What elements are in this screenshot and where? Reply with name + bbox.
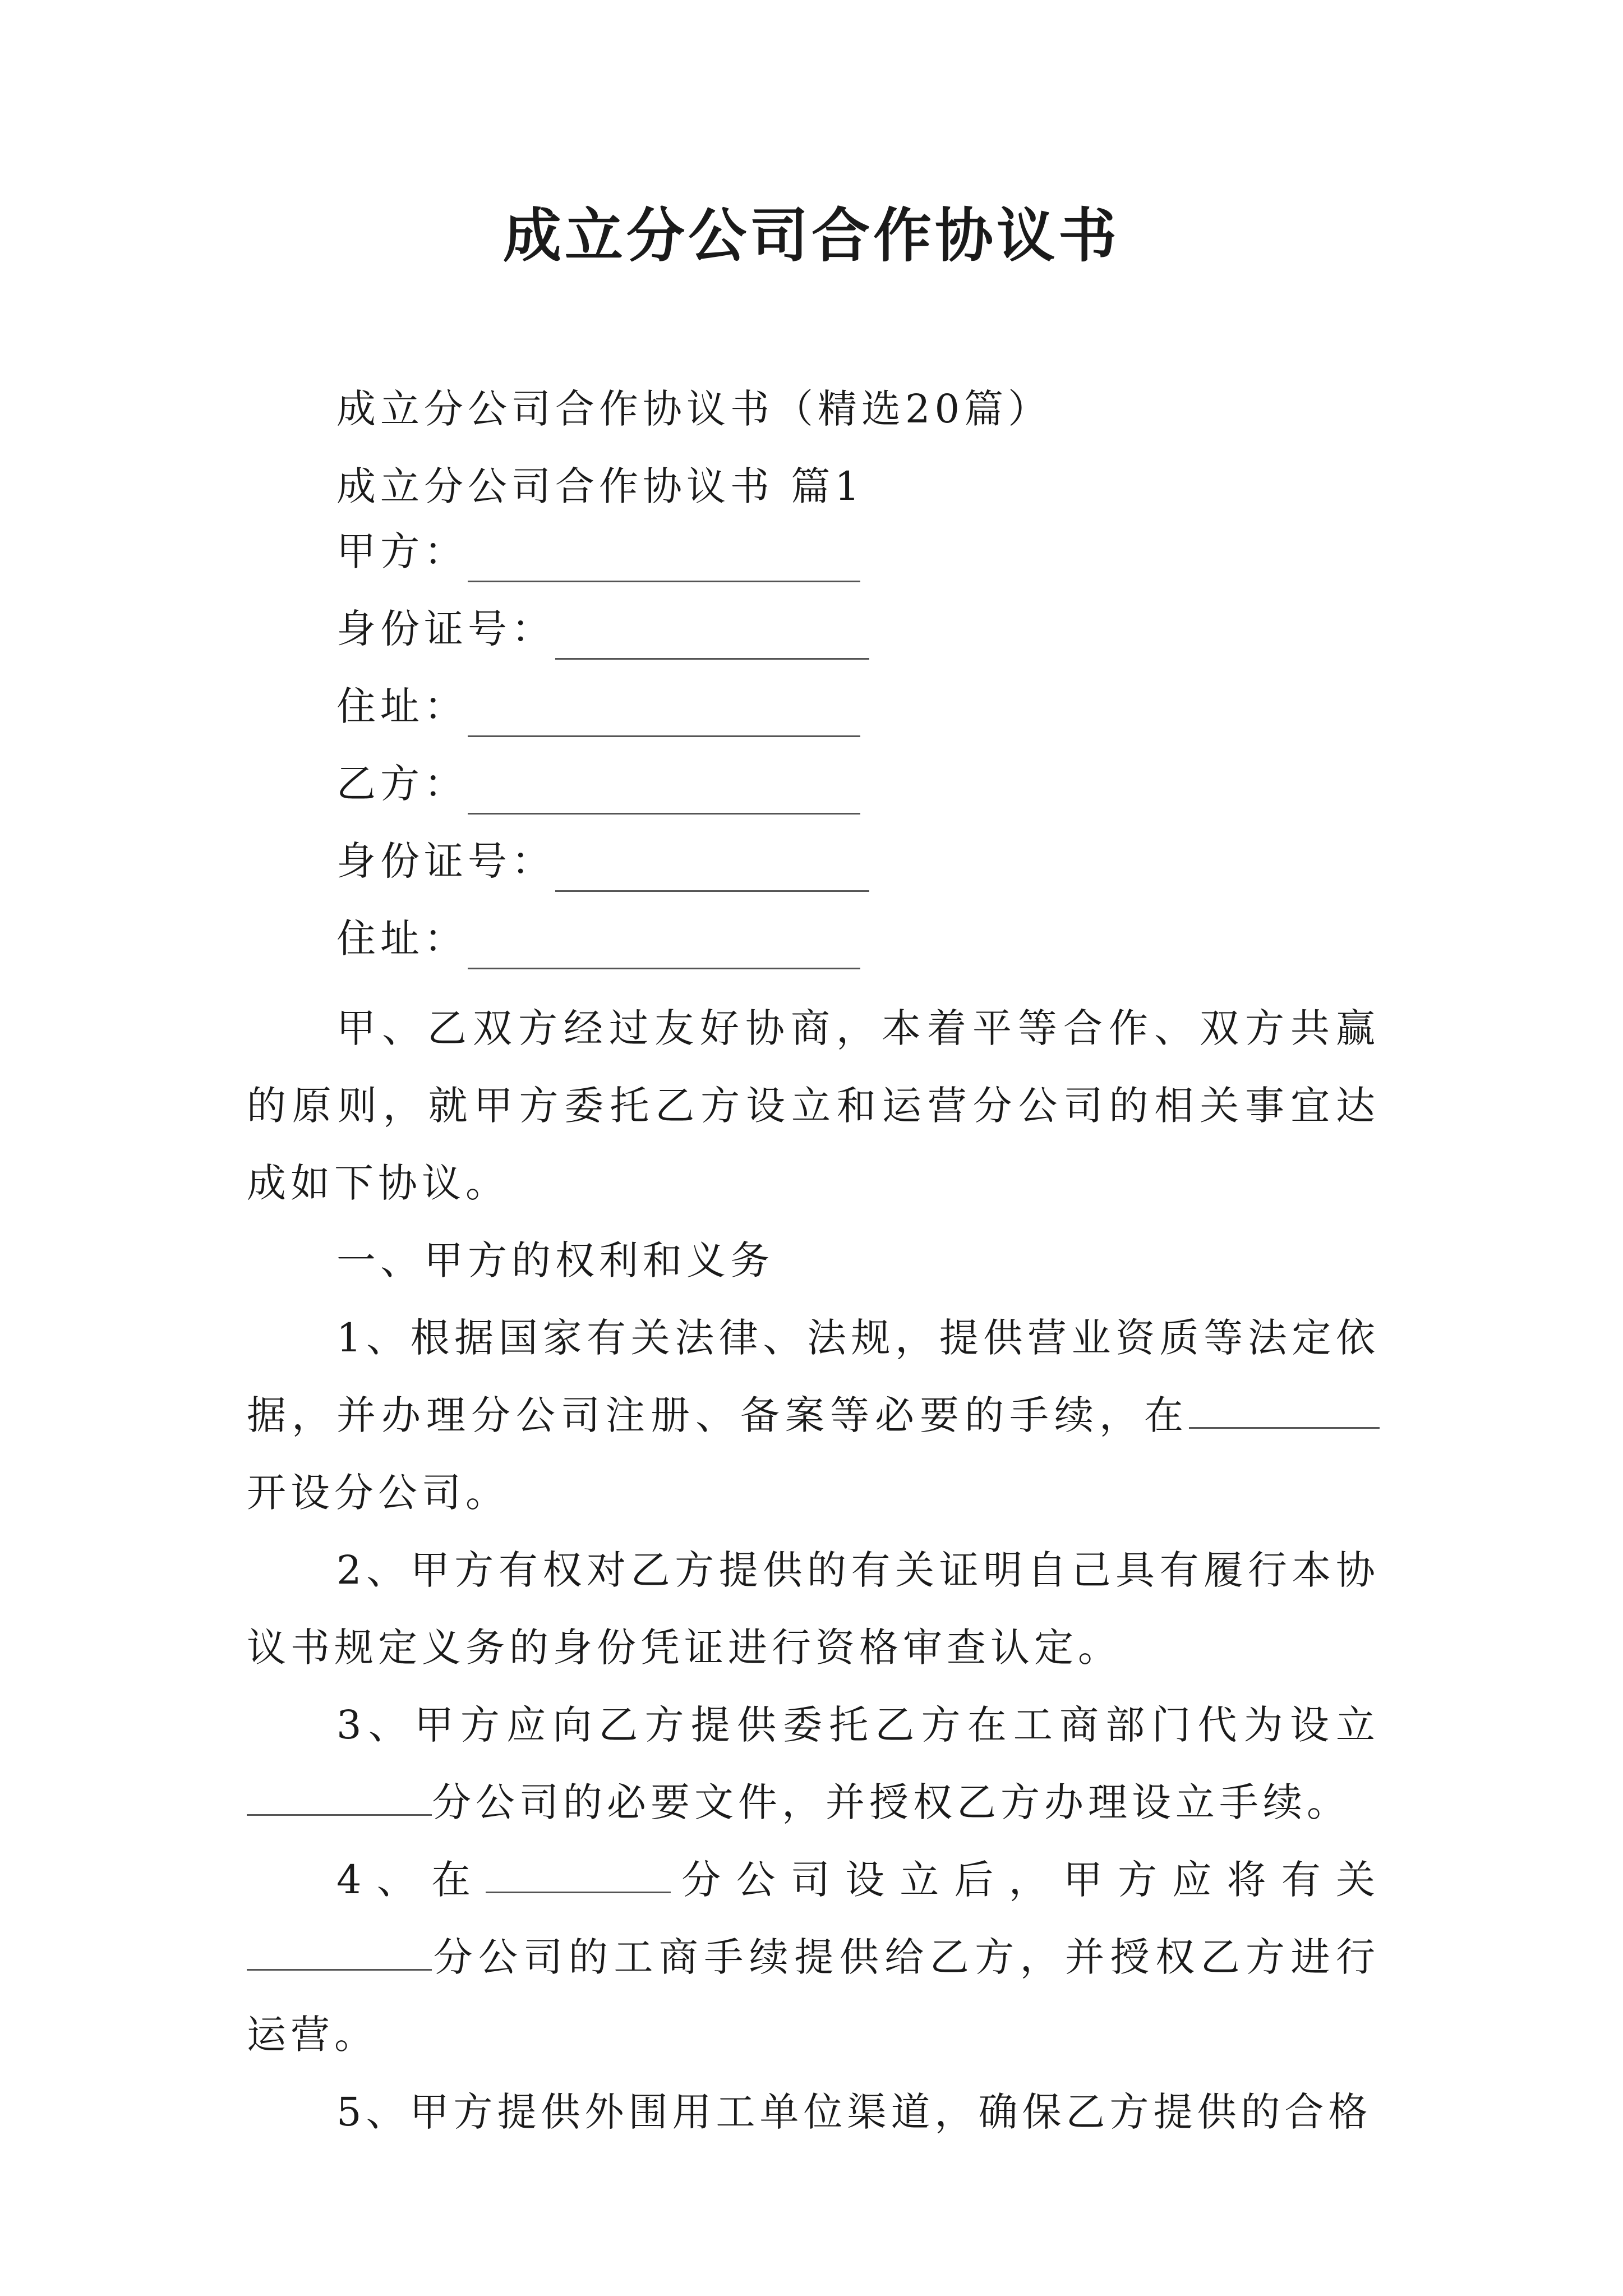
clause-4-tail: 分公司的工商手续提供给乙方，并授权乙方进行运营。: [247, 1934, 1380, 2058]
clause-3-text: 3、甲方应向乙方提供委托乙方在工商部门代为设立: [336, 1702, 1380, 1748]
clause-4-blank-1: [486, 1858, 671, 1893]
party-b-name-blank: [468, 807, 860, 815]
clause-3-blank: [247, 1780, 432, 1816]
clause-4-middle: 分公司设立后，甲方应将有关: [671, 1857, 1380, 1903]
document-body: [247, 370, 1380, 2151]
clause-1: [247, 1299, 1380, 1531]
party-a-address-label: 住址：: [336, 683, 468, 729]
party-b-name-label: 乙方：: [336, 761, 468, 807]
clause-heading: 一、甲方的权利和义务: [336, 1237, 774, 1283]
clause-4-blank-2: [247, 1935, 432, 1971]
party-b-address-field: [247, 912, 1380, 990]
document-subtitle: 成立分公司合作协议书（精选20篇）: [336, 386, 1052, 432]
clause-3-tail: 分公司的必要文件，并授权乙方办理设立手续。: [432, 1779, 1350, 1825]
party-a-id-label: 身份证号：: [336, 606, 555, 652]
party-b-id-blank: [555, 885, 869, 892]
party-b-address-label: 住址：: [336, 915, 468, 961]
party-b-address-blank: [468, 962, 860, 969]
clause-5: 5、甲方提供外围用工单位渠道，确保乙方提供的合格: [336, 2089, 1372, 2135]
party-b-id-label: 身份证号：: [336, 838, 555, 884]
clause-1-tail: 开设分公司。: [247, 1470, 509, 1516]
party-a-name-blank: [468, 575, 860, 582]
clause-1-text: 1、根据国家有关法律、法规，提供营业资质等法定依据，并办理分公司注册、备案等必要的手续，在: [247, 1315, 1380, 1438]
clause-3: [247, 1686, 1380, 1841]
party-a-name-label: 甲方：: [336, 528, 468, 574]
clause-4-text: 4、在: [336, 1857, 486, 1903]
clause-4: [247, 1841, 1380, 2073]
document-title: 成立分公司合作协议书: [502, 201, 1120, 270]
intro-paragraph: 甲、乙双方经过友好协商，本着平等合作、双方共赢的原则，就甲方委托乙方设立和运营分公司的相关事宜达成如下协议。: [247, 1005, 1380, 1206]
party-a-id-blank: [555, 652, 869, 660]
section-heading: 成立分公司合作协议书 篇1: [336, 463, 864, 509]
party-a-address-blank: [468, 730, 860, 737]
clause-2: 2、甲方有权对乙方提供的有关证明自己具有履行本协议书规定义务的身份凭证进行资格审查认定。: [247, 1547, 1380, 1671]
clause-1-blank: [1189, 1393, 1380, 1429]
